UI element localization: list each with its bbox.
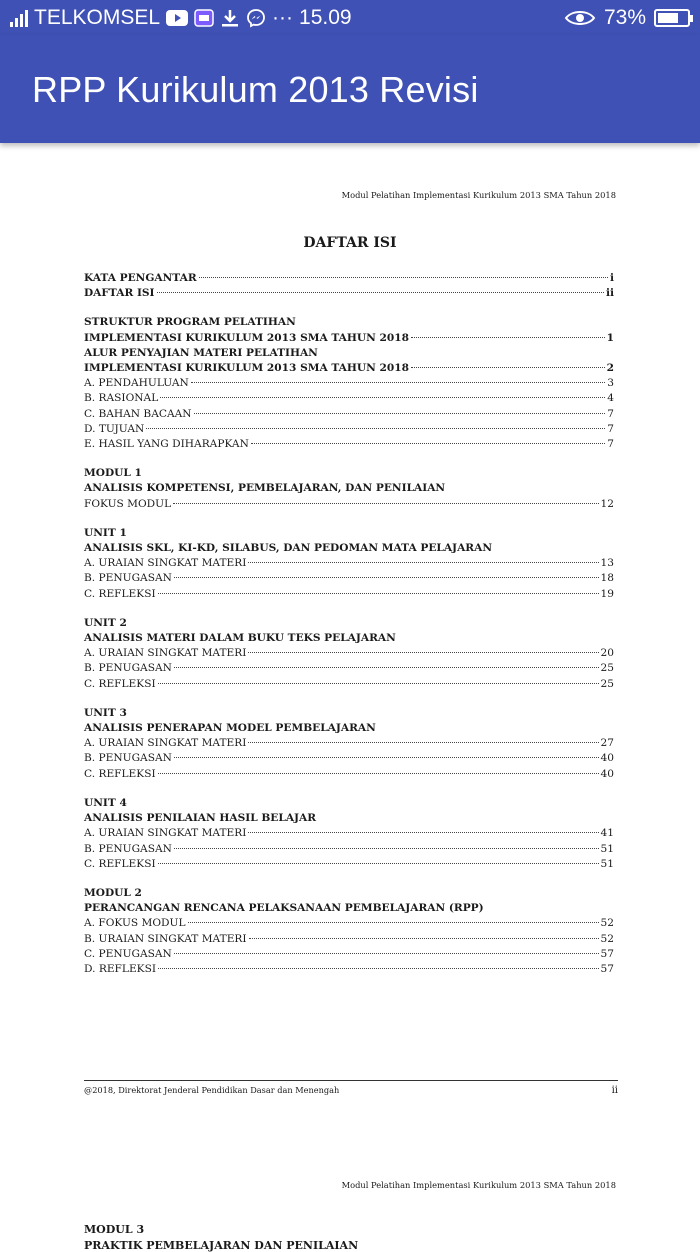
toc-section: [84, 706, 614, 782]
toc-heading: UNIT 1: [84, 526, 127, 539]
toc-heading: STRUKTUR PROGRAM PELATIHAN: [84, 316, 296, 329]
toc-entry-label: DAFTAR ISI: [84, 287, 155, 300]
toc-entry-label: A. FOKUS MODUL: [84, 917, 186, 930]
pdf-document-view[interactable]: [0, 143, 700, 1252]
toc-heading: UNIT 4: [84, 796, 127, 809]
dot-leader: [174, 667, 599, 668]
toc-entry[interactable]: [84, 331, 614, 346]
toc-entry-page: 27: [600, 737, 614, 750]
dot-leader: [157, 292, 604, 293]
carrier-name: TELKOMSEL: [34, 6, 161, 29]
toc-entry[interactable]: [84, 361, 614, 376]
toc-entry-page: 52: [600, 917, 614, 930]
app-bar: [0, 35, 700, 143]
toc-entry-label: C. REFLEKSI: [84, 677, 156, 690]
toc-entry-page: 57: [600, 962, 614, 975]
toc-entry-label: C. REFLEKSI: [84, 857, 156, 870]
dot-leader: [158, 968, 598, 969]
battery-percent: 73%: [603, 6, 646, 29]
dot-leader: [411, 367, 605, 368]
toc-entry[interactable]: [84, 751, 614, 766]
status-bar-left: [10, 6, 352, 30]
toc-heading: MODUL 1: [84, 467, 142, 480]
dot-leader: [248, 652, 598, 653]
toc-entry-page: 1: [606, 331, 614, 344]
toc-entry-page: 20: [600, 647, 614, 660]
toc-entry-page: 18: [600, 572, 614, 585]
toc-entry-label: A. URAIAN SINGKAT MATERI: [84, 737, 247, 750]
toc-entry-page: i: [609, 272, 614, 284]
toc-entry-label: B. URAIAN SINGKAT MATERI: [84, 932, 247, 945]
toc-entry[interactable]: [84, 376, 614, 391]
dot-leader: [191, 382, 605, 383]
toc-entry-page: 57: [600, 947, 614, 960]
dot-leader: [248, 742, 598, 743]
toc-entry-page: 2: [606, 362, 614, 375]
toc-entry-label: C. REFLEKSI: [84, 767, 156, 780]
toc-entry-page: 3: [607, 377, 614, 390]
toc-entry-label: IMPLEMENTASI KURIKULUM 2013 SMA TAHUN 2018: [84, 362, 409, 375]
dot-leader: [188, 922, 599, 923]
toc-entry-label: A. URAIAN SINGKAT MATERI: [84, 647, 247, 660]
toc-entry-page: 40: [600, 752, 614, 765]
toc-entry[interactable]: [84, 677, 614, 692]
toc-heading: MODUL 2: [84, 886, 142, 899]
toc-entry[interactable]: [84, 947, 614, 962]
toc-entry-label: IMPLEMENTASI KURIKULUM 2013 SMA TAHUN 2018: [84, 331, 409, 344]
toc-entry[interactable]: [84, 587, 614, 602]
toc-heading: ANALISIS MATERI DALAM BUKU TEKS PELAJARAN: [84, 632, 396, 645]
toc-section: [84, 315, 614, 452]
toc-title: DAFTAR ISI: [303, 235, 397, 251]
dot-leader: [199, 277, 608, 278]
toc-entry[interactable]: [84, 571, 614, 586]
toc-entry-page: 4: [607, 392, 614, 405]
dot-leader: [249, 938, 599, 939]
status-bar-right: [564, 6, 690, 30]
toc-entry-label: C. PENUGASAN: [84, 947, 172, 960]
dot-leader: [248, 832, 598, 833]
toc-heading: ANALISIS KOMPETENSI, PEMBELAJARAN, DAN PENILAIAN: [84, 482, 446, 495]
toc-entry-label: D. TUJUAN: [84, 422, 145, 435]
dot-leader: [160, 397, 605, 398]
toc-heading: ANALISIS SKL, KI-KD, SILABUS, DAN PEDOMAN MATA PELAJARAN: [84, 542, 492, 555]
toc-entry-label: A. URAIAN SINGKAT MATERI: [84, 827, 247, 840]
dot-leader: [173, 503, 598, 504]
toc-entry-label: B. PENUGASAN: [84, 842, 172, 855]
toc-entry[interactable]: [84, 916, 614, 931]
toc-entry-label: FOKUS MODUL: [84, 497, 172, 510]
table-of-contents: [84, 271, 614, 991]
toc-entry-label: C. BAHAN BACAAN: [84, 407, 192, 420]
signal-icon: [10, 9, 28, 27]
toc-entry-page: ii: [605, 287, 614, 300]
photo-icon: [194, 9, 214, 27]
dot-leader: [251, 443, 605, 444]
dot-leader: [146, 428, 605, 429]
app-title: RPP Kurikulum 2013 Revisi: [32, 69, 479, 110]
toc-entry-label: C. REFLEKSI: [84, 587, 156, 600]
toc-entry-label: B. PENUGASAN: [84, 752, 172, 765]
messenger-icon: [246, 8, 266, 28]
toc-section: [84, 466, 614, 512]
toc-entry-page: 40: [600, 767, 614, 780]
toc-entry[interactable]: [84, 661, 614, 676]
download-icon: [220, 8, 240, 28]
next-page-heading: MODUL 3: [84, 1223, 145, 1236]
toc-entry-page: 41: [600, 827, 614, 840]
toc-section: [84, 796, 614, 872]
toc-entry-page: 7: [607, 438, 614, 451]
toc-entry[interactable]: [84, 286, 614, 301]
toc-entry-page: 12: [600, 497, 614, 510]
toc-entry[interactable]: [84, 556, 614, 571]
toc-entry-page: 25: [600, 662, 614, 675]
footer-page-number: ii: [611, 1085, 618, 1096]
toc-heading: ANALISIS PENERAPAN MODEL PEMBELAJARAN: [84, 722, 376, 735]
toc-entry-label: E. HASIL YANG DIHARAPKAN: [84, 438, 249, 451]
toc-heading: UNIT 2: [84, 616, 127, 629]
toc-entry-page: 52: [600, 932, 614, 945]
toc-entry-page: 7: [607, 422, 614, 435]
toc-heading: ALUR PENYAJIAN MATERI PELATIHAN: [84, 346, 318, 359]
toc-entry-label: B. RASIONAL: [84, 392, 159, 405]
toc-entry-page: 19: [600, 587, 614, 600]
toc-heading: PERANCANGAN RENCANA PELAKSANAAN PEMBELAJARAN (RPP): [84, 902, 484, 915]
toc-entry[interactable]: [84, 857, 614, 872]
dot-leader: [411, 337, 605, 338]
eye-icon: [564, 9, 596, 27]
toc-entry[interactable]: [84, 826, 614, 841]
toc-entry[interactable]: [84, 646, 614, 661]
next-page-running-header: Modul Pelatihan Implementasi Kurikulum 2013 SMA Tahun 2018: [341, 1180, 616, 1190]
toc-entry-label: A. PENDAHULUAN: [84, 377, 189, 390]
toc-entry-label: B. PENUGASAN: [84, 662, 172, 675]
dot-leader: [174, 757, 599, 758]
running-header: Modul Pelatihan Implementasi Kurikulum 2013 SMA Tahun 2018: [341, 190, 616, 200]
toc-entry[interactable]: [84, 962, 614, 977]
toc-entry-label: B. PENUGASAN: [84, 572, 172, 585]
toc-entry-page: 13: [600, 557, 614, 570]
toc-entry[interactable]: [84, 422, 614, 437]
toc-entry[interactable]: [84, 271, 614, 286]
dot-leader: [158, 773, 599, 774]
battery-icon: [654, 9, 690, 27]
page-footer: [84, 1080, 618, 1096]
toc-entry[interactable]: [84, 407, 614, 422]
toc-heading: ANALISIS PENILAIAN HASIL BELAJAR: [84, 812, 317, 825]
toc-entry[interactable]: [84, 391, 614, 406]
toc-entry-page: 51: [600, 842, 614, 855]
toc-section: [84, 616, 614, 692]
dot-leader: [158, 863, 599, 864]
dot-leader: [174, 848, 599, 849]
toc-entry[interactable]: [84, 437, 614, 452]
dot-leader: [174, 953, 599, 954]
footer-text: @2018, Direktorat Jenderal Pendidikan Dasar dan Menengah: [84, 1085, 340, 1095]
dot-leader: [194, 413, 606, 414]
toc-entry-label: D. REFLEKSI: [84, 962, 157, 975]
toc-section: [84, 271, 614, 301]
toc-entry[interactable]: [84, 842, 614, 857]
status-bar: [0, 0, 700, 35]
toc-entry[interactable]: [84, 736, 614, 751]
dot-leader: [248, 562, 598, 563]
toc-entry[interactable]: [84, 767, 614, 782]
youtube-icon: [166, 10, 188, 26]
dot-leader: [174, 577, 599, 578]
next-page-subheading: PRAKTIK PEMBELAJARAN DAN PENILAIAN: [84, 1239, 359, 1252]
toc-heading: UNIT 3: [84, 706, 127, 719]
toc-entry-page: 51: [600, 857, 614, 870]
toc-entry-page: 7: [607, 407, 614, 420]
toc-section: [84, 886, 614, 977]
toc-section: [84, 526, 614, 602]
toc-entry-label: KATA PENGANTAR: [84, 272, 197, 284]
dot-leader: [158, 683, 599, 684]
dot-leader: [158, 593, 599, 594]
toc-entry[interactable]: [84, 497, 614, 512]
more-notifications-icon: ···: [272, 6, 294, 29]
toc-entry-label: A. URAIAN SINGKAT MATERI: [84, 557, 247, 570]
clock: 15.09: [299, 6, 352, 29]
toc-entry-page: 25: [600, 677, 614, 690]
toc-entry[interactable]: [84, 932, 614, 947]
